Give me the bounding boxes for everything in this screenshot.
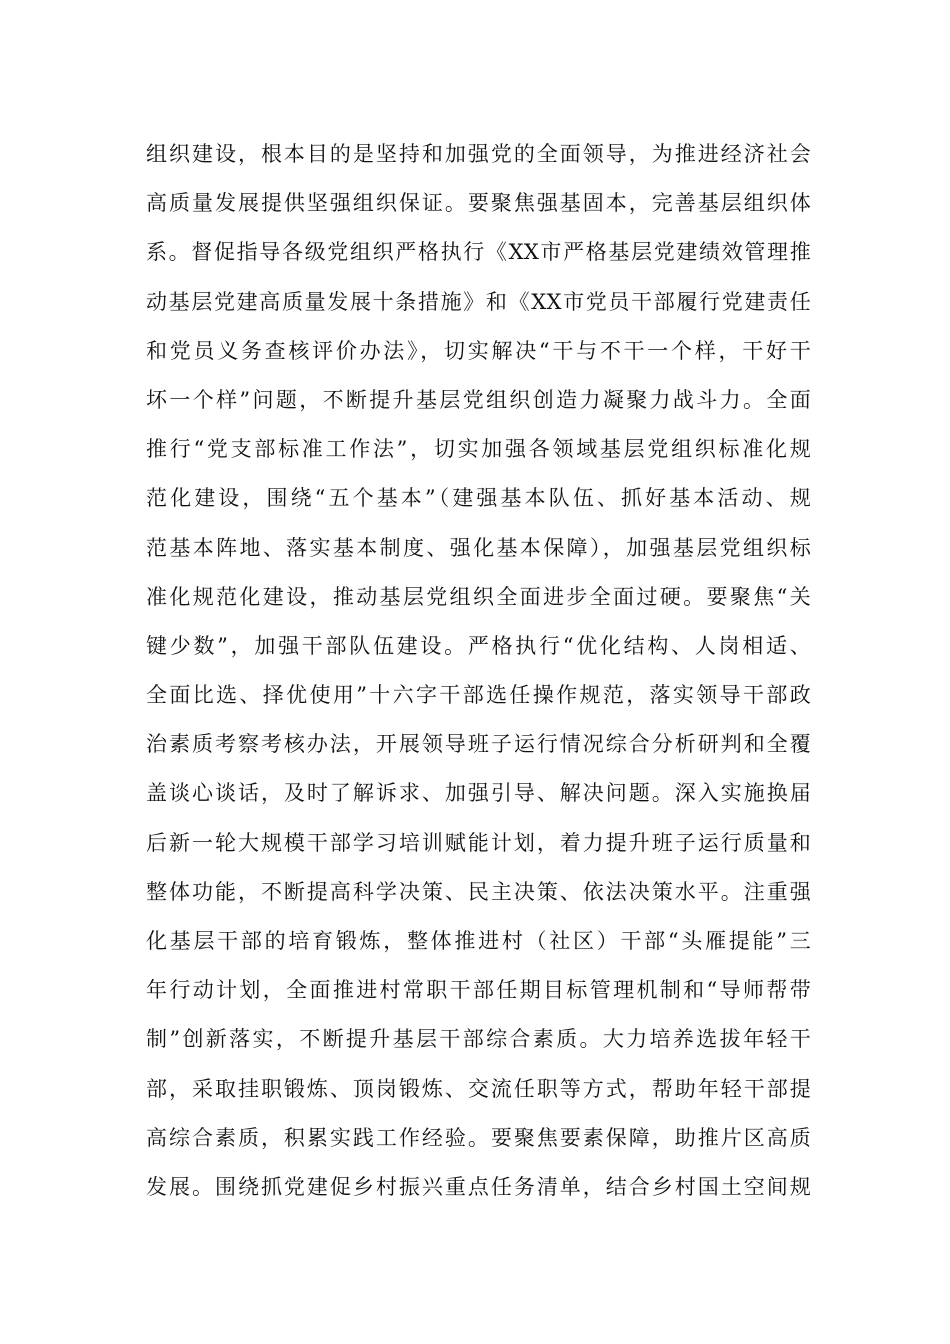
- text-line: 系。督促指导各级党组织严格执行《XX市严格基层党建绩效管理推: [146, 240, 811, 265]
- text-line: 高质量发展提供坚强组织保证。要聚焦强基固本，完善基层组织体: [146, 191, 811, 216]
- text-line: 治素质考察考核办法，开展领导班子运行情况综合分析研判和全覆: [146, 732, 811, 757]
- text-line: 范基本阵地、落实基本制度、强化基本保障），加强基层党组织标: [146, 535, 811, 560]
- text-line: 键少数”，加强干部队伍建设。严格执行“优化结构、人岗相适、: [146, 633, 811, 658]
- text-line: 全面比选、择优使用”十六字干部选任操作规范，落实领导干部政: [146, 683, 811, 708]
- text-line: 和党员义务查核评价办法》，切实解决“干与不干一个样，干好干: [146, 338, 811, 363]
- text-line: 推行“党支部标准工作法”，切实加强各领域基层党组织标准化规: [146, 437, 811, 462]
- text-line: 高综合素质，积累实践工作经验。要聚焦要素保障，助推片区高质: [146, 1125, 811, 1150]
- text-line: 动基层党建高质量发展十条措施》和《XX市党员干部履行党建责任: [146, 289, 811, 314]
- text-line: 部，采取挂职锻炼、顶岗锻炼、交流任职等方式，帮助年轻干部提: [146, 1076, 811, 1101]
- text-line: 整体功能，不断提高科学决策、民主决策、依法决策水平。注重强: [146, 879, 811, 904]
- text-line: 坏一个样”问题，不断提升基层党组织创造力凝聚力战斗力。全面: [146, 387, 811, 412]
- text-line: 盖谈心谈话，及时了解诉求、加强引导、解决问题。深入实施换届: [146, 781, 811, 806]
- body-text: [146, 130, 811, 1212]
- text-line: 发展。围绕抓党建促乡村振兴重点任务清单，结合乡村国土空间规: [146, 1174, 811, 1199]
- text-line: 化基层干部的培育锻炼，整体推进村（社区）干部“头雁提能”三: [146, 929, 811, 953]
- text-line: 年行动计划，全面推进村常职干部任期目标管理机制和“导师帮带: [146, 978, 811, 1003]
- text-line: 准化规范化建设，推动基层党组织全面进步全面过硬。要聚焦“关: [146, 584, 811, 609]
- text-line: 组织建设，根本目的是坚持和加强党的全面领导，为推进经济社会: [146, 142, 811, 166]
- text-line: 制”创新落实，不断提升基层干部综合素质。大力培养选拔年轻干: [146, 1027, 811, 1052]
- text-line: 范化建设，围绕“五个基本”（建强基本队伍、抓好基本活动、规: [146, 486, 811, 511]
- text-line: 后新一轮大规模干部学习培训赋能计划，着力提升班子运行质量和: [146, 830, 811, 855]
